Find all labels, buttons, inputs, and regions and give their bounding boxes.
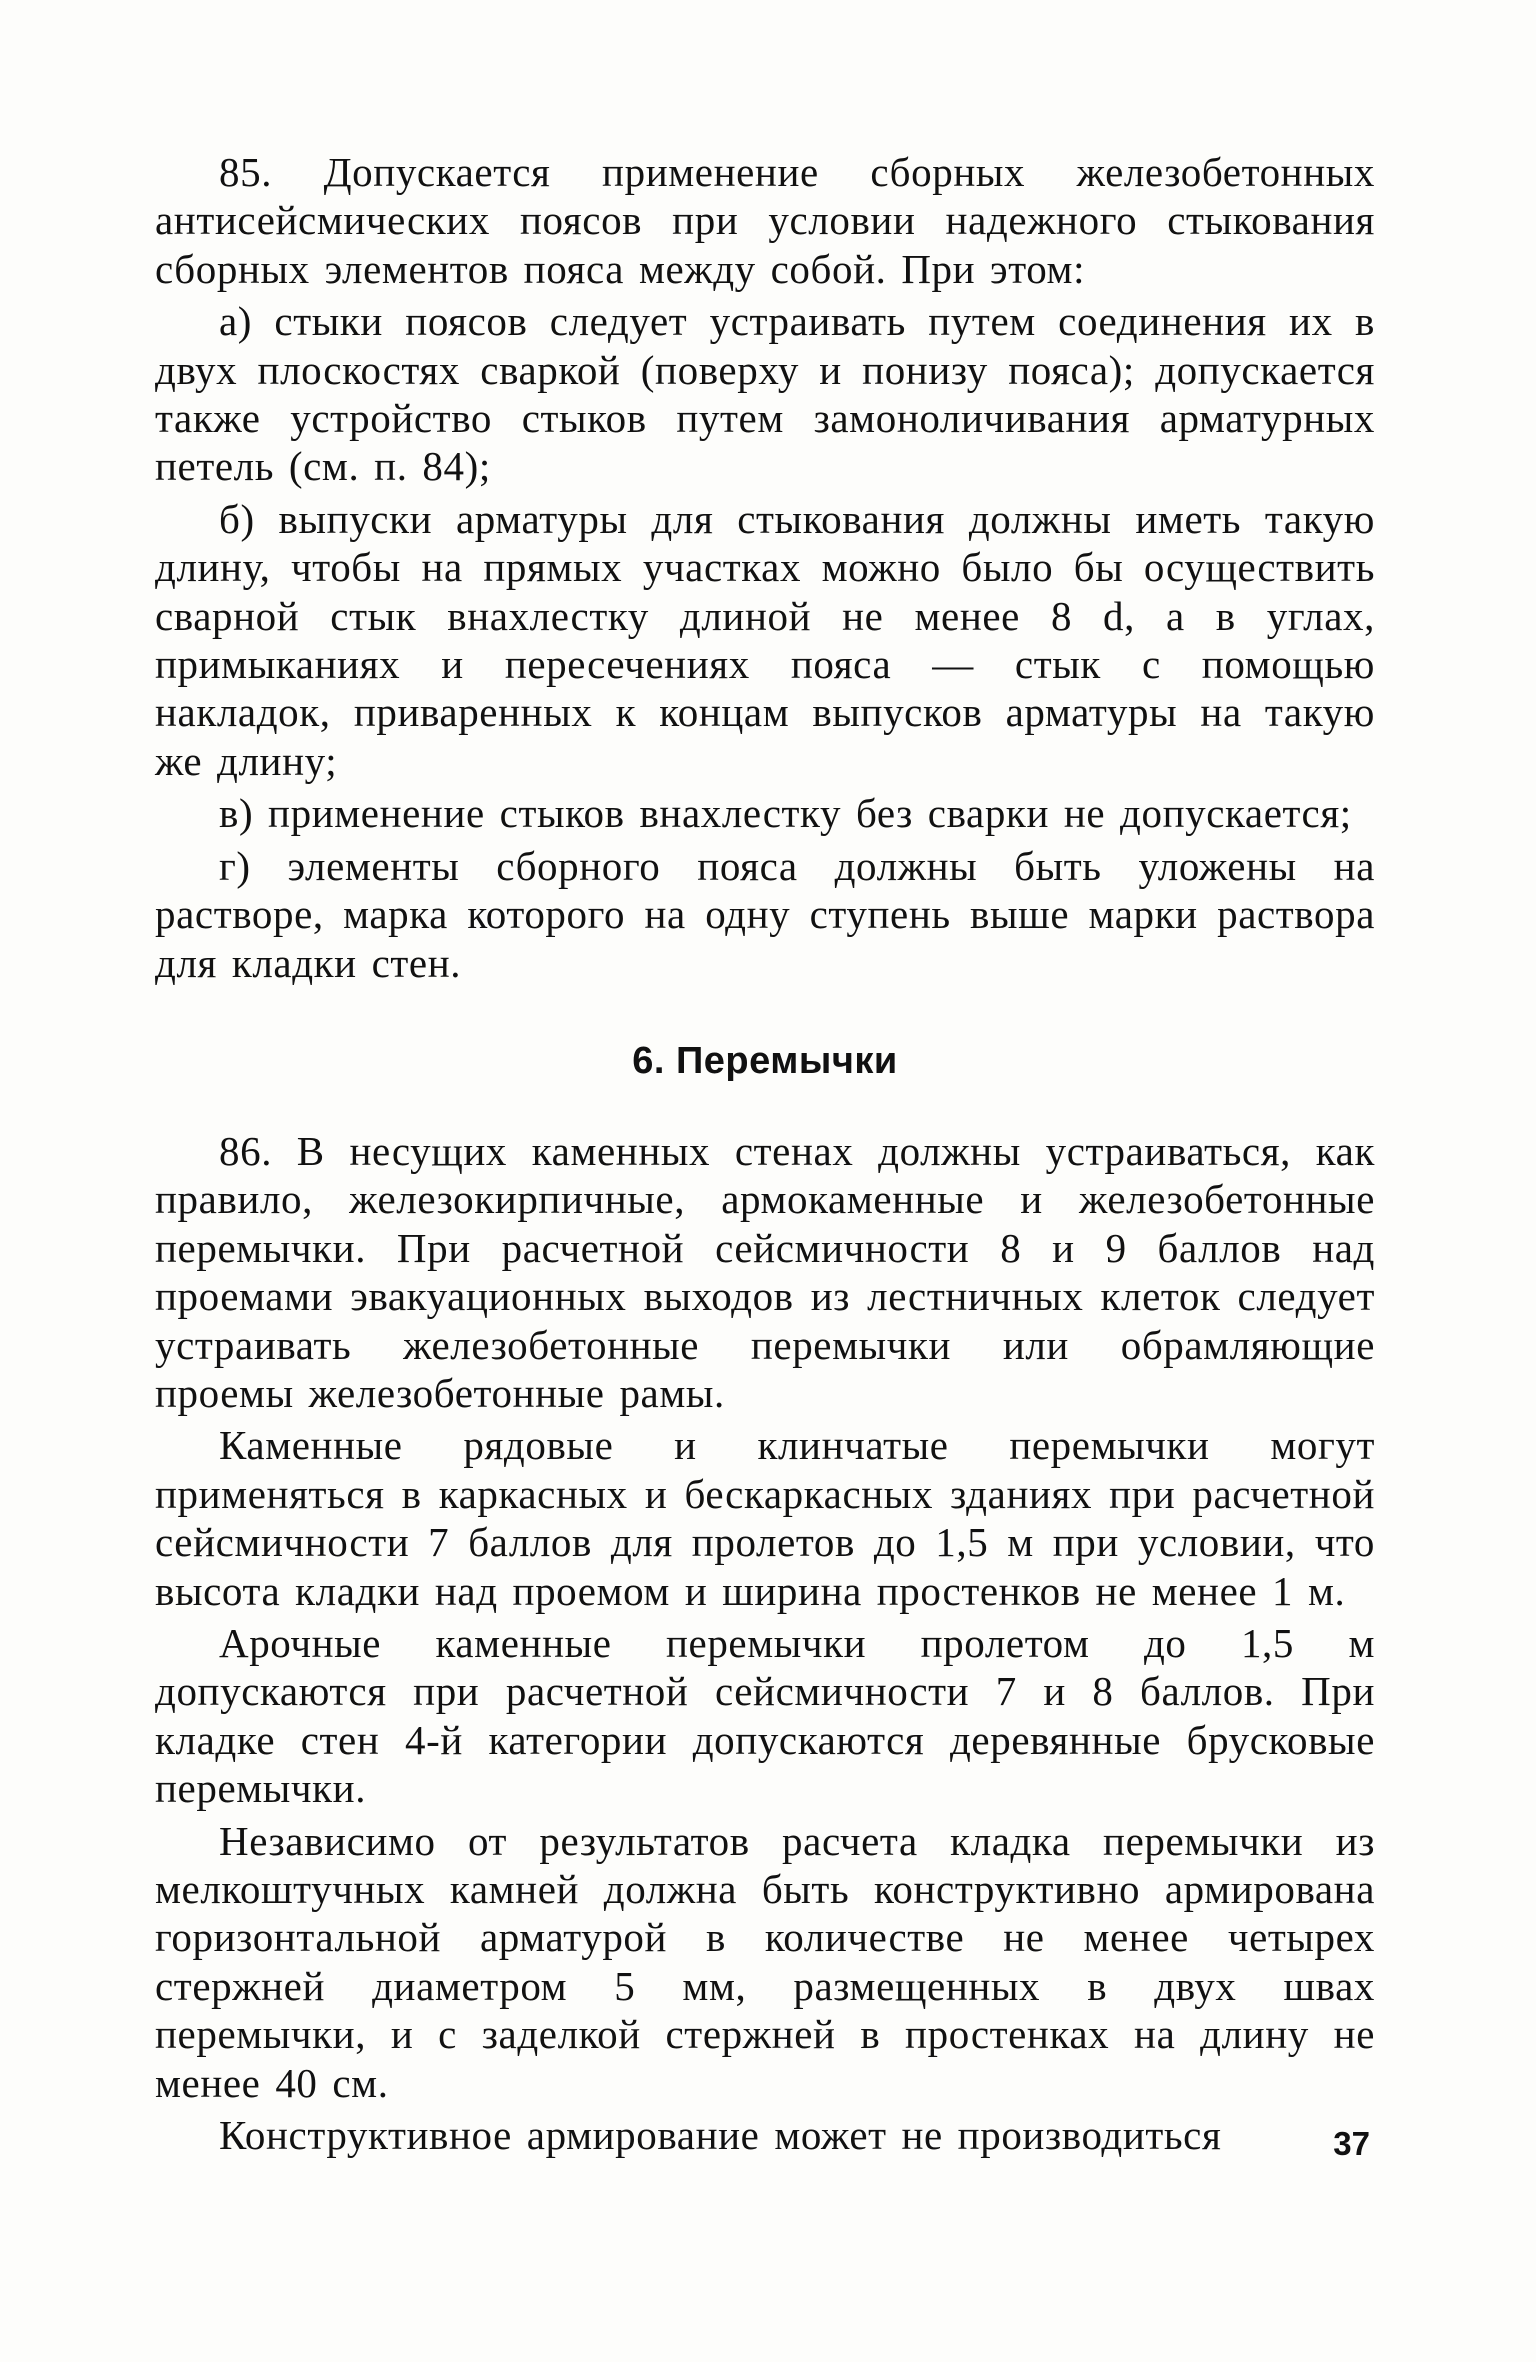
paragraph-85-item-v: в) применение стыков внахлестку без сварки не допускается; — [219, 790, 1352, 837]
paragraph-86-p4: Независимо от результатов расчета кладка перемычки из мелкоштучных камней должна быть конструктивно армирована горизонтальной арматурой в количестве не менее четырех стержней диаметром 5 мм, размещенных в двух швах перемычки, и с заделкой стержней в простенках на длину не менее 40 см. — [155, 1817, 1375, 2106]
page-number: 37 — [1333, 2125, 1370, 2162]
main-text-block — [155, 148, 1375, 2163]
paragraph-85-intro: 85. Допускается применение сборных железобетонных антисейсмических поясов при условии надежного стыкования сборных элементов пояса между собой. При этом: — [155, 149, 1375, 292]
paragraph-86-p5: Конструктивное армирование может не производиться — [219, 2112, 1222, 2159]
section-heading: 6. Перемычки — [632, 1039, 898, 1082]
paragraph-85-item-a: а) стыки поясов следует устраивать путем соединения их в двух плоскостях сваркой (поверху и понизу пояса); допускается также устройство стыков путем замоноличивания арматурных петель (см. п. 84); — [155, 298, 1375, 490]
paragraph-86-p3: Арочные каменные перемычки пролетом до 1,5 м допускаются при расчетной сейсмичности 7 и 8 баллов. При кладке стен 4-й категории допускаются деревянные брусковые перемычки. — [155, 1619, 1375, 1812]
paragraph-85-item-g: г) элементы сборного пояса должны быть уложены на растворе, марка которого на одну ступень выше марки раствора для кладки стен. — [155, 842, 1375, 986]
paragraph-86-p2: Каменные рядовые и клинчатые перемычки могут применяться в каркасных и бескаркасных зданиях при расчетной сейсмичности 7 баллов для пролетов до 1,5 м при условии, что высота кладки над проемом и ширина простенков не менее 1 м. — [155, 1422, 1375, 1614]
paragraph-85-item-b: б) выпуски арматуры для стыкования должны иметь такую длину, чтобы на прямых участках можно было бы осуществить сварной стык внахлестку длиной не менее 8 d, а в углах, примыканиях и пересечениях пояса — стык с помощью накладок, приваренных к концам выпусков арматуры на такую же длину; — [155, 495, 1375, 784]
paragraph-86-p1: 86. В несущих каменных стенах должны устраиваться, как правило, железокирпичные, армокаменные и железобетонные перемычки. При расчетной сейсмичности 8 и 9 баллов над проемами эвакуационных выходов из лестничных клеток следует устраивать железобетонные перемычки или обрамляющие проемы железобетонные рамы. — [155, 1127, 1375, 1416]
